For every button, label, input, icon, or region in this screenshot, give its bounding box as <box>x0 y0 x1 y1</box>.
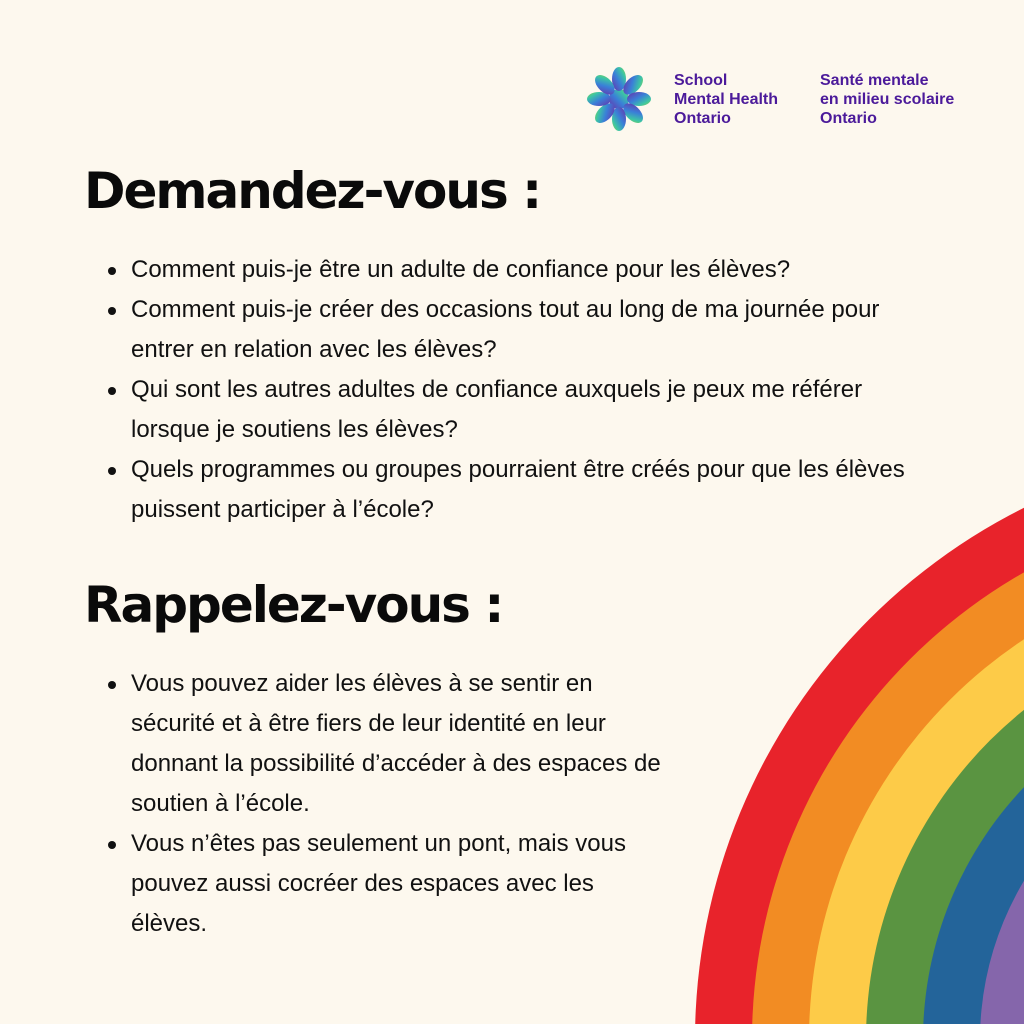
school-mental-health-ontario-logo <box>586 64 980 134</box>
list-item: Qui sont les autres adultes de confiance auxquels je peux me référer lorsque je soutiens les élèves? <box>108 370 908 450</box>
logo-fr-line: Santé mentale <box>820 71 929 89</box>
list-item: Vous pouvez aider les élèves à se sentir en sécurité et à être fiers de leur identité en leur donnant la possibilité d’accéder à des espaces de soutien à l’école. <box>108 664 668 824</box>
logo-en-line: Mental Health <box>674 90 779 108</box>
logo-fr-line: en milieu scolaire <box>820 90 955 108</box>
logo-en-line: School <box>674 71 728 89</box>
list-item: Vous n’êtes pas seulement un pont, mais vous pouvez aussi cocréer des espaces avec les élèves. <box>108 824 668 944</box>
heading-demandez-vous: Demandez-vous : <box>84 162 541 220</box>
ask-yourself-list <box>108 250 908 530</box>
logo-text-english <box>674 71 820 128</box>
list-item: Quels programmes ou groupes pourraient être créés pour que les élèves puissent participer à l’école? <box>108 450 908 530</box>
heading-rappelez-vous: Rappelez-vous : <box>84 576 503 634</box>
logo-text-french <box>820 71 980 128</box>
remember-list <box>108 664 668 944</box>
logo-en-line: Ontario <box>674 109 731 127</box>
list-item: Comment puis-je être un adulte de confiance pour les élèves? <box>108 250 908 290</box>
list-item: Comment puis-je créer des occasions tout au long de ma journée pour entrer en relation avec les élèves? <box>108 290 908 370</box>
logo-fr-line: Ontario <box>820 109 877 127</box>
logo-flower-icon <box>586 66 652 132</box>
